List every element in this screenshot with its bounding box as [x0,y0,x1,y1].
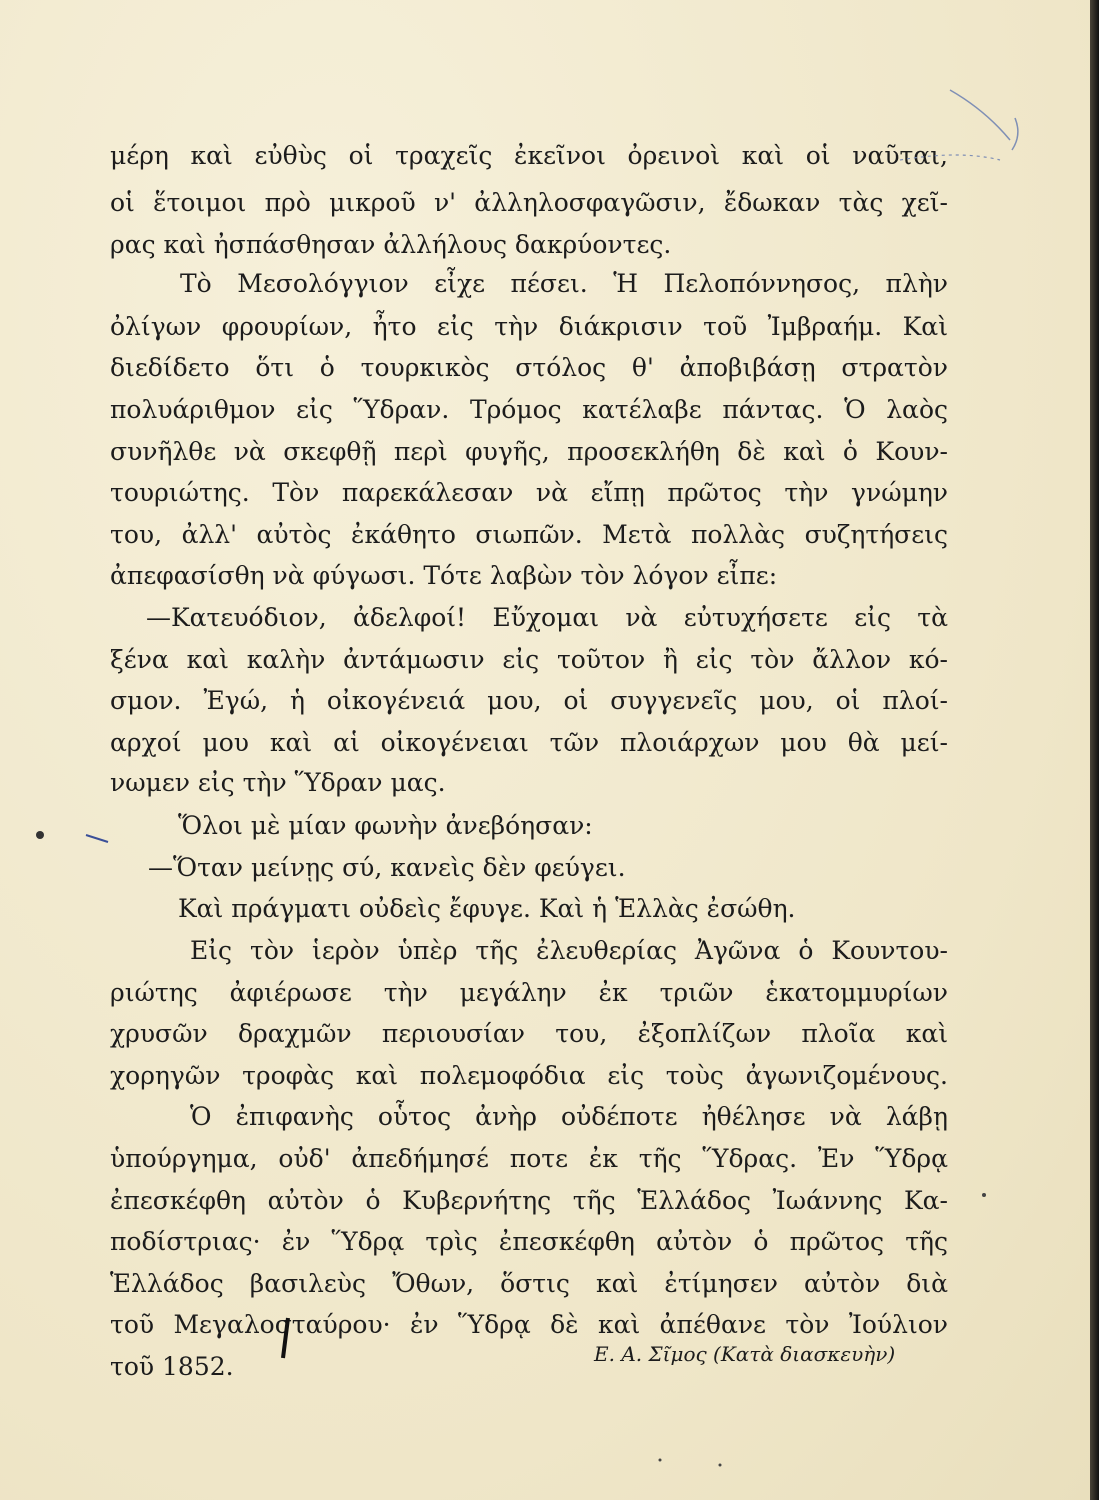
text-line: ὀλίγων φρουρίων, ἦτο εἰς τὴν διάκρισιν τοῦ Ἰμβραήμ. Καὶ [110,312,948,341]
scan-edge [1090,0,1099,1500]
text-line: σμον. Ἐγώ, ἡ οἰκογένειά μου, οἱ συγγενεῖς μου, οἱ πλοί- [110,686,948,715]
text-line: του, ἀλλ' αὐτὸς ἐκάθητο σιωπῶν. Μετὰ πολλὰς συζητήσεις [110,520,948,549]
text-line: οἱ ἕτοιμοι πρὸ μικροῦ ν' ἀλληλοσφαγῶσιν, ἔδωκαν τὰς χεῖ- [110,188,948,217]
text-line: ριώτης ἀφιέρωσε τὴν μεγάλην ἐκ τριῶν ἑκατομμυρίων [110,978,948,1007]
text-line: διεδίδετο ὅτι ὁ τουρκικὸς στόλος θ' ἀποβιβάσῃ στρατὸν [110,353,948,382]
text-line: —Κατευόδιον, ἀδελφοί! Εὔχομαι νὰ εὐτυχήσετε εἰς τὰ [146,603,948,632]
text-line: Εἰς τὸν ἱερὸν ὑπὲρ τῆς ἐλευθερίας Ἀγῶνα ὁ Κουντου- [190,936,948,965]
text-line: αρχοί μου καὶ αἱ οἰκογένειαι τῶν πλοιάρχων μου θὰ μεί- [110,728,948,757]
text-line: ποδίστριας· ἐν Ὕδρᾳ τρὶς ἐπεσκέφθη αὐτὸν ὁ πρῶτος τῆς [110,1227,948,1256]
text-line: χορηγῶν τροφὰς καὶ πολεμοφόδια εἰς τοὺς ἀγωνιζομένους. [110,1061,948,1090]
text-line: Ἑλλάδος βασιλεὺς Ὄθων, ὅστις καὶ ἐτίμησεν αὐτὸν διὰ [110,1269,948,1298]
text-line: χρυσῶν δραχμῶν περιουσίαν του, ἐξοπλίζων πλοῖα καὶ [110,1019,948,1048]
text-line: ρας καὶ ἠσπάσθησαν ἀλλήλους δακρύοντες. [110,230,672,259]
text-line: Τὸ Μεσολόγγιον εἶχε πέσει. Ἡ Πελοπόννησος, πλὴν [180,269,948,298]
text-line: τοῦ 1852. [110,1352,234,1381]
text-line: ἐπεσκέφθη αὐτὸν ὁ Κυβερνήτης τῆς Ἑλλάδος Ἰωάννης Κα- [110,1186,948,1215]
text-line: Ὅλοι μὲ μίαν φωνὴν ἀνεβόησαν: [178,811,593,840]
author-signature: Ε. Α. Σῖμος (Κατὰ διασκευὴν) [594,1342,896,1366]
text-line: Καὶ πράγματι οὐδεὶς ἔφυγε. Καὶ ἡ Ἑλλὰς ἐσώθη. [178,894,796,923]
text-line: πολυάριθμον εἰς Ὕδραν. Τρόμος κατέλαβε πάντας. Ὁ λαὸς [110,395,948,424]
text-line: —Ὅταν μείνῃς σύ, κανεὶς δὲν φεύγει. [148,853,626,882]
text-line: Ὁ ἐπιφανὴς οὗτος ἀνὴρ οὐδέποτε ἠθέλησε νὰ λάβῃ [190,1102,948,1131]
text-line: ξένα καὶ καλὴν ἀντάμωσιν εἰς τοῦτον ἢ εἰς τὸν ἄλλον κό- [110,645,948,674]
text-line: τουριώτης. Τὸν παρεκάλεσαν νὰ εἴπῃ πρῶτος τὴν γνώμην [110,478,948,507]
text-line: ὑπούργημα, οὐδ' ἀπεδήμησέ ποτε ἐκ τῆς Ὕδρας. Ἐν Ὕδρᾳ [110,1144,948,1173]
text-line: νωμεν εἰς τὴν Ὕδραν μας. [110,768,446,797]
text-line: συνῆλθε νὰ σκεφθῇ περὶ φυγῆς, προσεκλήθη δὲ καὶ ὁ Κουν- [110,437,948,466]
text-line: τοῦ Μεγαλοσταύρου· ἐν Ὕδρᾳ δὲ καὶ ἀπέθανε τὸν Ἰούλιον [110,1310,948,1339]
text-line: μέρη καὶ εὐθὺς οἱ τραχεῖς ἐκεῖνοι ὀρεινοὶ καὶ οἱ ναῦται, [110,141,948,170]
text-line: ἀπεφασίσθη νὰ φύγωσι. Τότε λαβὼν τὸν λόγον εἶπε: [110,561,778,590]
